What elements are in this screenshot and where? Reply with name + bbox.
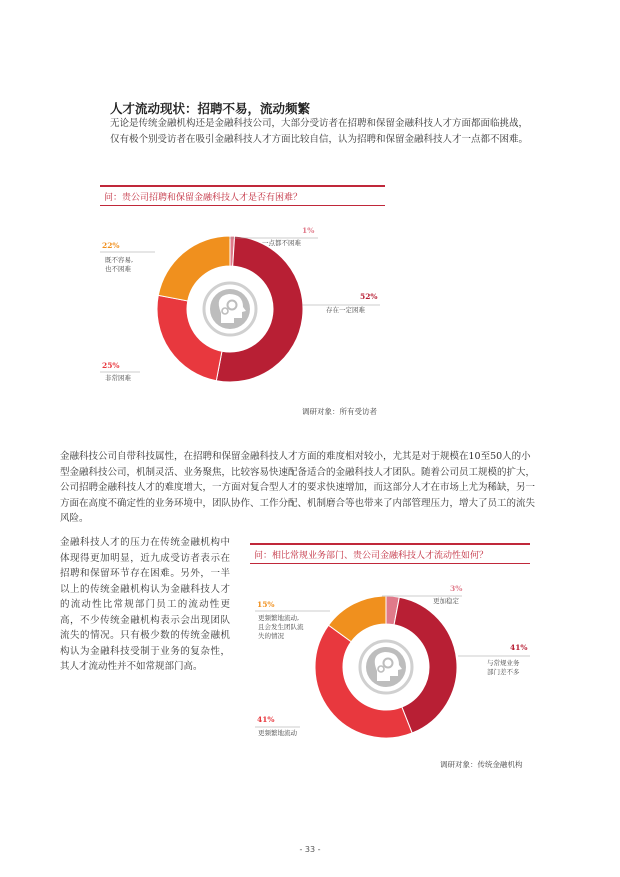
chart2-question: 问：相比常规业务部门、贵公司金融科技人才流动性如何？: [254, 551, 489, 561]
chart2-label-2b: 部门差不多: [487, 668, 520, 676]
body-paragraph-1: 金融科技公司自带科技属性，在招聘和保留金融科技人才方面的难度相对较小，尤其是对于规模在10至50人的小型金融科技公司，机制灵活、业务聚焦，比较容易快速配备适合的金融科技人才团队。随着公司员工规模的扩大，公司招聘金融科技人才的难度增大，一方面对复合型人才的要求快速增加，而这部分人才在市场上尤为稀缺，另一方面在高度不确定性的业务环境中，团队协作、工作分配、机制磨合等也带来了内部管理压力，增大了员工的流失风险。: [60, 451, 536, 524]
chart2-label-4a: 更频繁地流动,: [258, 614, 300, 622]
chart2-pct-3: 41%: [257, 715, 275, 724]
chart1-label-2: 存在一定困难: [326, 306, 365, 314]
chart1-question: 问：贵公司招聘和保留金融科技人才是否有困难？: [104, 193, 303, 203]
chart1-pct-3: 25%: [102, 361, 120, 370]
chart2-pct-2: 41%: [510, 643, 528, 652]
chart2-label-4b: 且会发生团队流: [258, 623, 304, 631]
chart2-label-4c: 失的情况: [258, 632, 284, 640]
chart1-label-4b: 也不困难: [105, 265, 131, 273]
chart1-label-3: 非常困难: [105, 374, 131, 382]
body-paragraph-2: 金融科技人才的压力在传统金融机构中体现得更加明显，近九成受访者表示在招聘和保留环节存在困难。另外，一半以上的传统金融机构认为金融科技人才的流动性比常规部门员工的流动性更高，不少传统金融机构表示会出现团队流失的情况。只有极少数的传统金融机构认为金融科技受制于业务的复杂性，其人才流动性并不如常规部门高。: [60, 537, 230, 672]
chart2-label-1: 更加稳定: [433, 597, 459, 605]
chart2-pct-4: 15%: [257, 600, 275, 609]
chart2-label-3: 更频繁地流动: [258, 729, 297, 737]
chart1-note: 调研对象：所有受访者: [302, 407, 377, 416]
chart2-label-2a: 与常规业务: [487, 659, 520, 667]
chart1-pct-1: 1%: [302, 226, 315, 235]
chart1-pct-2: 52%: [360, 292, 378, 301]
intro-paragraph: 无论是传统金融机构还是金融科技公司，大部分受访者在招聘和保留金融科技人才方面都面临挑战，仅有极个别受访者在吸引金融科技人才方面比较自信，认为招聘和保留金融科技人才一点都不困难。: [110, 118, 529, 145]
chart2-note: 调研对象：传统金融机构: [440, 760, 523, 769]
chart2-center-icon: [360, 641, 412, 693]
page-number: - 33 -: [299, 845, 321, 854]
chart1-label-4a: 既不容易,: [105, 256, 134, 264]
section-title: 人才流动现状：招聘不易，流动频繁: [110, 101, 311, 116]
chart2-pct-1: 3%: [450, 584, 463, 593]
chart1-label-1: 一点都不困难: [262, 239, 301, 247]
chart1-pct-4: 22%: [102, 241, 120, 250]
